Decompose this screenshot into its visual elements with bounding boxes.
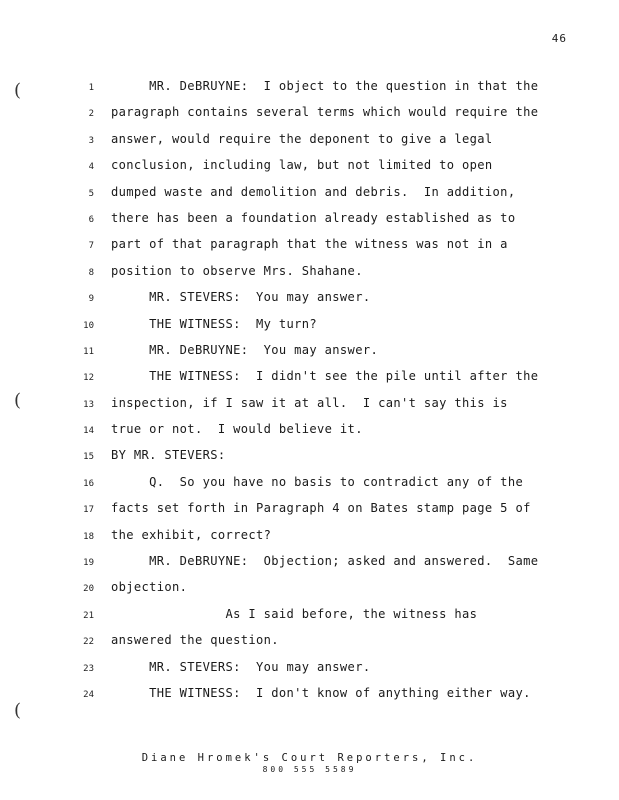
- line-text: part of that paragraph that the witness was not in a: [111, 237, 508, 252]
- line-number: 16: [83, 478, 94, 489]
- transcript-body: [0, 74, 619, 707]
- line-number: 8: [88, 267, 94, 278]
- line-number: 13: [83, 399, 94, 410]
- transcript-line: [0, 153, 619, 179]
- line-number: 20: [83, 584, 94, 595]
- line-number: 23: [83, 663, 94, 674]
- transcript-line: [0, 602, 619, 628]
- transcript-line: [0, 364, 619, 390]
- line-text: answered the question.: [111, 633, 279, 648]
- line-number: 22: [83, 637, 94, 648]
- transcript-line: [0, 575, 619, 601]
- line-number: 12: [83, 373, 94, 384]
- line-text: answer, would require the deponent to give a legal: [111, 131, 493, 146]
- line-number: 19: [83, 558, 94, 569]
- page-number: 46: [551, 32, 567, 45]
- line-number: 6: [88, 214, 94, 225]
- line-number: 11: [83, 346, 94, 357]
- footer-company: Diane Hromek's Court Reporters, Inc.: [141, 752, 478, 764]
- line-number: 9: [88, 294, 94, 305]
- transcript-line: [0, 127, 619, 153]
- transcript-line: [0, 74, 619, 100]
- line-number: 24: [83, 689, 94, 700]
- line-text: Q. So you have no basis to contradict any of the: [111, 474, 524, 489]
- transcript-line: [0, 496, 619, 522]
- line-text: dumped waste and demolition and debris. In addition,: [111, 184, 516, 199]
- line-text: true or not. I would believe it.: [111, 422, 363, 437]
- line-number: 7: [88, 241, 94, 252]
- transcript-line: [0, 232, 619, 258]
- line-number: 2: [88, 109, 94, 120]
- transcript-line: [0, 285, 619, 311]
- footer: [0, 752, 619, 776]
- transcript-line: [0, 338, 619, 364]
- transcript-line: [0, 549, 619, 575]
- line-text: conclusion, including law, but not limited to open: [111, 158, 493, 173]
- line-text: position to observe Mrs. Shahane.: [111, 263, 363, 278]
- transcript-line: [0, 206, 619, 232]
- line-text: facts set forth in Paragraph 4 on Bates stamp page 5 of: [111, 501, 531, 516]
- transcript-line: [0, 312, 619, 338]
- line-text: MR. STEVERS: You may answer.: [111, 659, 371, 674]
- transcript-line: [0, 523, 619, 549]
- line-number: 18: [83, 531, 94, 542]
- line-number: 15: [83, 452, 94, 463]
- line-text: there has been a foundation already established as to: [111, 210, 516, 225]
- transcript-line: [0, 259, 619, 285]
- transcript-line: [0, 443, 619, 469]
- line-text: inspection, if I saw it at all. I can't say this is: [111, 395, 508, 410]
- line-text: MR. DeBRUYNE: You may answer.: [111, 342, 379, 357]
- line-number: 21: [83, 610, 94, 621]
- transcript-line: [0, 180, 619, 206]
- transcript-line: [0, 417, 619, 443]
- line-text: BY MR. STEVERS:: [111, 448, 226, 463]
- line-text: the exhibit, correct?: [111, 527, 272, 542]
- line-number: 14: [83, 426, 94, 437]
- transcript-line: [0, 470, 619, 496]
- transcript-line: [0, 655, 619, 681]
- line-number: 4: [88, 162, 94, 173]
- line-text: THE WITNESS: I don't know of anything either way.: [111, 685, 531, 700]
- line-number: 1: [88, 83, 94, 93]
- footer-phone: 800 555 5589: [262, 765, 357, 774]
- line-text: MR. DeBRUYNE: I object to the question in that the: [111, 79, 539, 93]
- transcript-line: [0, 681, 619, 707]
- line-number: 5: [88, 188, 94, 199]
- line-number: 17: [83, 505, 94, 516]
- line-text: THE WITNESS: I didn't see the pile until after the: [111, 369, 539, 384]
- transcript-line: [0, 628, 619, 654]
- binding-hole-mark: (: [14, 390, 22, 411]
- line-text: THE WITNESS: My turn?: [111, 316, 318, 331]
- transcript-line: [0, 391, 619, 417]
- line-text: MR. DeBRUYNE: Objection; asked and answered. Same: [111, 554, 539, 569]
- line-text: paragraph contains several terms which would require the: [111, 105, 539, 120]
- line-text: objection.: [111, 580, 188, 595]
- line-text: MR. STEVERS: You may answer.: [111, 290, 371, 305]
- transcript-line: [0, 100, 619, 126]
- line-text: As I said before, the witness has: [111, 606, 478, 621]
- binding-hole-mark: (: [14, 80, 22, 101]
- line-number: 3: [88, 135, 94, 146]
- binding-hole-mark: (: [14, 700, 22, 721]
- line-number: 10: [83, 320, 94, 331]
